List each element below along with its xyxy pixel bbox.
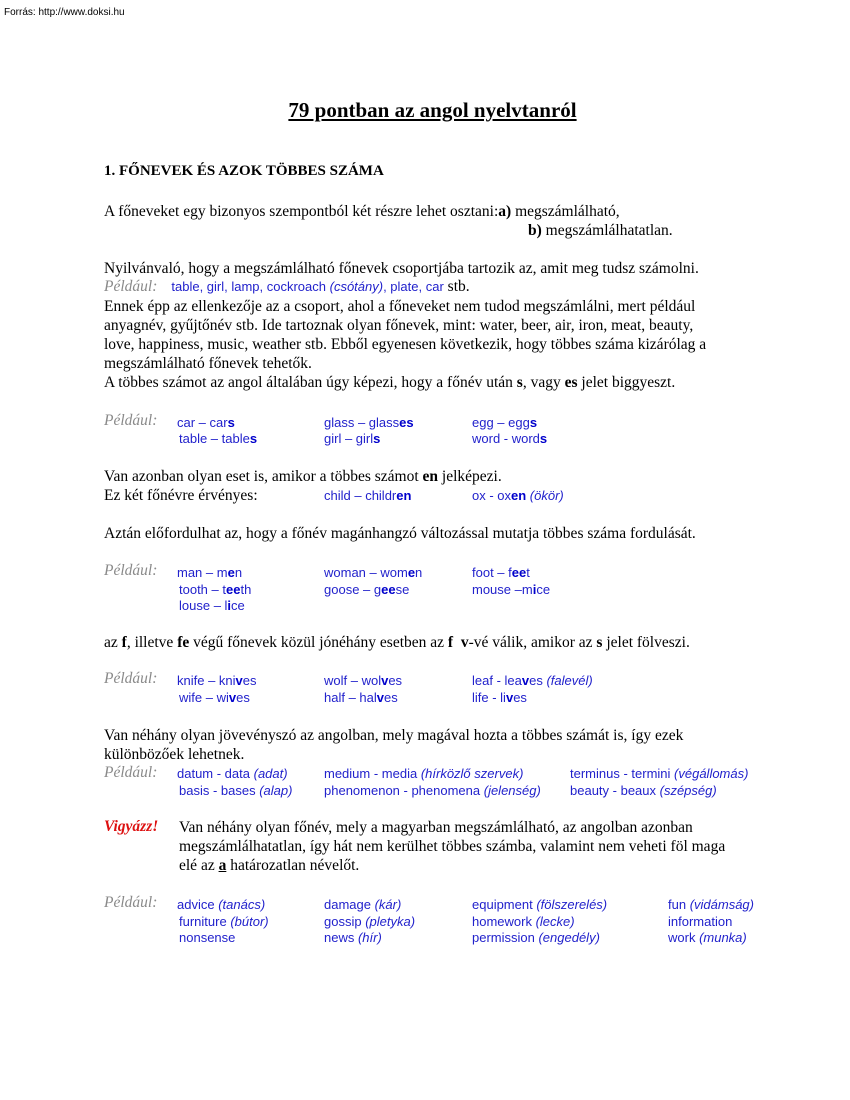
example-item: basis - bases (alap) (179, 783, 293, 798)
example-item: word - words (472, 431, 548, 446)
example-item: phenomenon - phenomena (jelenség) (324, 783, 541, 798)
example-item: equipment (fölszerelés) (472, 897, 608, 912)
example-item: beauty - beaux (szépség) (570, 783, 717, 798)
example-item: homework (lecke) (472, 914, 575, 929)
example-item: permission (engedély) (472, 930, 600, 945)
warning-line-2: megszámlálhatatlan, így hát nem kerülhet többes számba, valamint nem veheti föl maga (179, 838, 726, 855)
example-label: Például: (104, 764, 158, 781)
example-note: (csótány) (329, 279, 384, 294)
example-item: table – tables (179, 431, 258, 446)
example-item: egg – eggs (472, 415, 538, 430)
page-title: 79 pontban az angol nyelvtanról (288, 98, 577, 122)
plural-rule-text: A többes számot az angol általában úgy képezi, hogy a főnév után (104, 374, 517, 391)
option-b-letter: b) (528, 222, 542, 239)
example-item: medium - media (hírközlő szervek) (324, 766, 524, 781)
example-item: damage (kár) (324, 897, 402, 912)
countable-example (104, 277, 470, 296)
example-item: woman – women (324, 565, 423, 580)
example-more: , plate, car (383, 279, 444, 294)
plural-rule-text: jelet biggyeszt. (577, 374, 676, 391)
example-item: mouse –mice (472, 582, 551, 597)
option-b-text: megszámlálhatatlan. (541, 222, 673, 239)
uncountable-line-1: Ennek épp az ellenkezője az a csoport, ahol a főneveket nem tudod megszámlálni, mert például (104, 298, 696, 315)
example-item: tooth – teeth (179, 582, 252, 597)
example-item: wife – wives (179, 690, 250, 705)
countable-example-words (171, 279, 443, 294)
example-label: Például: (104, 670, 158, 687)
example-label: Például: (104, 562, 158, 579)
section-heading: 1. FŐNEVEK ÉS AZOK TÖBBES SZÁMA (104, 163, 384, 179)
example-item: furniture (bútor) (179, 914, 269, 929)
plural-rule-text: , vagy (522, 374, 565, 391)
uncountable-line-2: anyagnév, gyűjtőnév stb. Ide tartoznak olyan főnevek, mint: water, beer, air, iron, meat, beauty, (104, 317, 694, 334)
example-item: foot – feet (472, 565, 530, 580)
example-item: gossip (pletyka) (324, 914, 416, 929)
foreign-line-2: különbözőek lehetnek. (104, 746, 245, 763)
example-item: work (munka) (668, 930, 747, 945)
intro-line (104, 202, 620, 221)
example-item: information (668, 914, 733, 929)
example-item: half – halves (324, 690, 398, 705)
fv-rule: az f, illetve fe végű főnevek közül jónéhány esetben az f v-vé válik, amikor az s jelet fölveszi. (104, 634, 690, 651)
example-item: child – children (324, 488, 412, 503)
example-label: Például: (104, 894, 158, 911)
example-item: ox - oxen (ökör) (472, 488, 564, 503)
plural-rule (104, 373, 675, 392)
example-item: advice (tanács) (177, 897, 266, 912)
vowel-rule: Aztán előfordulhat az, hogy a főnév magánhangzó változással mutatja többes száma fordulását. (104, 525, 696, 542)
example-item: leaf - leaves (falevél) (472, 673, 593, 688)
example-item: knife – knives (177, 673, 257, 688)
warning-line-3: elé az a határozatlan névelőt. (179, 857, 360, 874)
example-item: man – men (177, 565, 243, 580)
example-item: nonsense (179, 930, 236, 945)
option-a-letter: a) (498, 203, 512, 220)
option-a-text: megszámlálható, (511, 203, 620, 220)
example-item: glass – glasses (324, 415, 414, 430)
foreign-line-1: Van néhány olyan jövevényszó az angolban, mely magával hozta a többes számát is, így ezek (104, 727, 684, 744)
warning-label: Vigyázz! (104, 818, 159, 835)
intro-text: A főneveket egy bizonyos szempontból két részre lehet osztani: (104, 203, 499, 220)
example-item: girl – girls (324, 431, 381, 446)
plural-rule-s: s (516, 374, 523, 391)
plural-rule-es: es (564, 374, 578, 391)
source-label: Forrás: http://www.doksi.hu (4, 7, 125, 18)
option-b-line (528, 221, 673, 240)
example-item: wolf – wolves (324, 673, 403, 688)
example-words: table, girl, lamp, cockroach (171, 279, 330, 294)
example-item: car – cars (177, 415, 235, 430)
warning-line-1: Van néhány olyan főnév, mely a magyarban megszámlálható, az angolban azonban (179, 819, 693, 836)
uncountable-line-4: megszámlálható főnevek tehetők. (104, 355, 312, 372)
en-rule: Van azonban olyan eset is, amikor a többes számot en jelképezi. (104, 468, 502, 485)
example-item: terminus - termini (végállomás) (570, 766, 749, 781)
example-label: Például: (104, 278, 158, 295)
example-item: fun (vidámság) (668, 897, 754, 912)
example-item: life - lives (472, 690, 527, 705)
example-item: goose – geese (324, 582, 410, 597)
en-rule-line2: Ez két főnévre érvényes: (104, 487, 258, 504)
example-label: Például: (104, 412, 158, 429)
example-end: stb. (443, 278, 470, 295)
example-item: louse – lice (179, 598, 245, 613)
example-item: datum - data (adat) (177, 766, 288, 781)
countable-line: Nyilvánvaló, hogy a megszámlálható főnevek csoportjába tartozik az, amit meg tudsz számolni. (104, 260, 699, 277)
example-item: news (hír) (324, 930, 382, 945)
uncountable-line-3: love, happiness, music, weather stb. Ebből egyenesen következik, hogy többes száma kizárólag a (104, 336, 707, 353)
